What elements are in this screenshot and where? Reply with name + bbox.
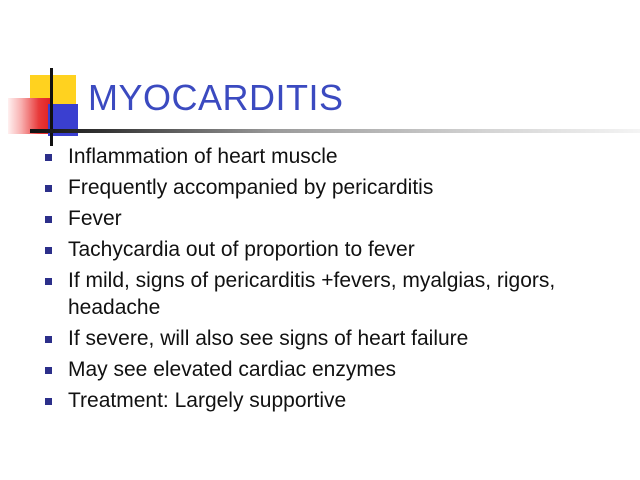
bullet-text: If severe, will also see signs of heart failure	[68, 327, 469, 350]
bullet-item	[0, 356, 640, 383]
bullet-item	[0, 387, 640, 414]
bullet-text: If mild, signs of pericarditis +fevers, myalgias, rigors, headache	[68, 269, 556, 319]
square-bullet-icon	[45, 154, 52, 161]
square-bullet-icon	[45, 278, 52, 285]
bullet-item	[0, 143, 640, 170]
bullet-item	[0, 205, 640, 232]
square-bullet-icon	[45, 336, 52, 343]
bullet-text: Fever	[68, 207, 122, 230]
logo-vertical-line	[50, 68, 53, 146]
bullet-text: Treatment: Largely supportive	[68, 389, 347, 412]
bullet-text: May see elevated cardiac enzymes	[68, 358, 396, 381]
bullet-text: Tachycardia out of proportion to fever	[68, 238, 415, 261]
square-bullet-icon	[45, 398, 52, 405]
square-bullet-icon	[45, 367, 52, 374]
title-underline	[30, 129, 640, 133]
slide-title: MYOCARDITIS	[88, 77, 344, 118]
square-bullet-icon	[45, 216, 52, 223]
bullet-text: Frequently accompanied by pericarditis	[68, 176, 434, 199]
bullet-item	[0, 267, 640, 321]
bullet-item	[0, 174, 640, 201]
bullet-item	[0, 325, 640, 352]
bullet-item	[0, 236, 640, 263]
square-bullet-icon	[45, 185, 52, 192]
bullet-list	[0, 143, 640, 418]
square-bullet-icon	[45, 247, 52, 254]
bullet-text: Inflammation of heart muscle	[68, 145, 338, 168]
